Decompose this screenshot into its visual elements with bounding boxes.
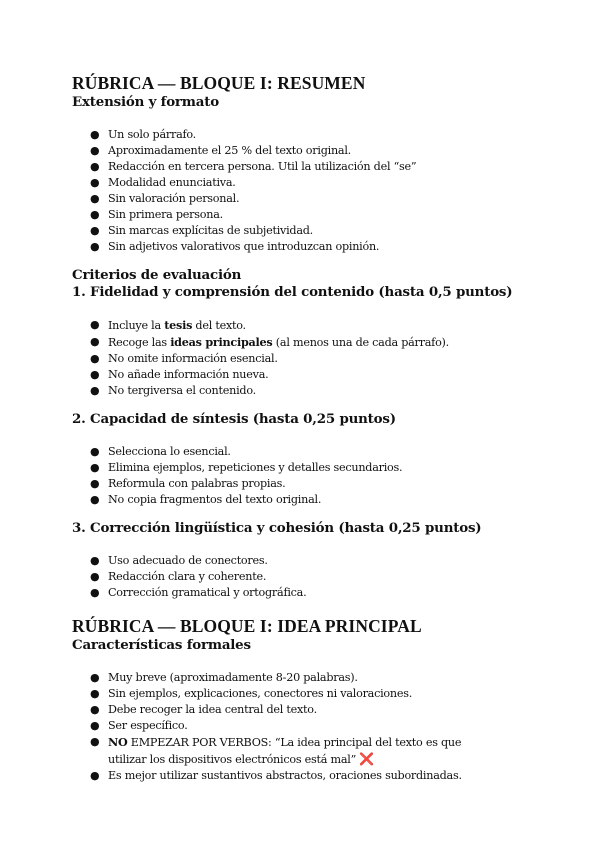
list-item: ● Ser específico. bbox=[90, 719, 188, 732]
bullet-icon: ● bbox=[90, 192, 100, 205]
bullet-icon: ● bbox=[90, 493, 100, 506]
bullet-icon: ● bbox=[90, 160, 100, 173]
bullet-icon: ● bbox=[90, 477, 100, 490]
list-item: ● NO EMPEZAR POR VERBOS: “La idea principal del texto es que utilizar los dispositivos electrónicos está mal” ❌ bbox=[90, 735, 462, 766]
list-item: ● Incluye la tesis del texto. bbox=[90, 318, 246, 332]
bullet-icon: ● bbox=[90, 703, 100, 716]
list-item: ● Uso adecuado de conectores. bbox=[90, 554, 268, 567]
list-item: ● Reformula con palabras propias. bbox=[90, 477, 286, 490]
list-criterion-2 bbox=[72, 444, 542, 508]
bullet-icon: ● bbox=[90, 570, 100, 583]
bullet-icon: ● bbox=[90, 554, 100, 567]
list-criterion-1 bbox=[72, 317, 542, 399]
list-item: ● Selecciona lo esencial. bbox=[90, 445, 231, 458]
list-item: ● Un solo párrafo. bbox=[90, 128, 196, 141]
list-item: ● Recoge las ideas principales (al menos una de cada párrafo). bbox=[90, 335, 449, 349]
bullet-icon: ● bbox=[90, 128, 100, 141]
list-item: ● No copia fragmentos del texto original. bbox=[90, 493, 322, 506]
bullet-icon: ● bbox=[90, 368, 100, 381]
criterion-3-heading: 3. Corrección lingüística y cohesión (hasta 0,25 puntos) bbox=[72, 520, 482, 536]
bullet-icon: ● bbox=[90, 352, 100, 365]
list-item: ● No omite información esencial. bbox=[90, 352, 278, 365]
bullet-icon: ● bbox=[90, 335, 100, 348]
list-item: ● Sin marcas explícitas de subjetividad. bbox=[90, 224, 313, 237]
list-item: ● Es mejor utilizar sustantivos abstractos, oraciones subordinadas. bbox=[90, 769, 462, 782]
bullet-icon: ● bbox=[90, 240, 100, 253]
list-item: ● Modalidad enunciativa. bbox=[90, 176, 236, 189]
bullet-icon: ● bbox=[90, 586, 100, 599]
bullet-icon: ● bbox=[90, 176, 100, 189]
list-item: ● No añade información nueva. bbox=[90, 368, 269, 381]
section-title-idea-principal: RÚBRICA — BLOQUE I: IDEA PRINCIPAL bbox=[72, 616, 422, 636]
bullet-icon: ● bbox=[90, 461, 100, 474]
list-item: ● Muy breve (aproximadamente 8-20 palabras). bbox=[90, 671, 358, 684]
document-content bbox=[72, 72, 542, 784]
list-item: ● Redacción en tercera persona. Util la utilización del “se” bbox=[90, 160, 417, 173]
list-item: ● Sin primera persona. bbox=[90, 208, 223, 221]
list-item: ● Aproximadamente el 25 % del texto original. bbox=[90, 144, 351, 157]
section-title-resumen: RÚBRICA — BLOQUE I: RESUMEN bbox=[72, 73, 366, 93]
criteria-heading: Criterios de evaluación bbox=[72, 267, 242, 283]
bullet-icon: ● bbox=[90, 769, 100, 782]
criterion-1-heading: 1. Fidelidad y comprensión del contenido (hasta 0,5 puntos) bbox=[72, 284, 513, 300]
cross-mark-icon: ❌ bbox=[359, 752, 375, 766]
list-item: ● Corrección gramatical y ortográfica. bbox=[90, 586, 307, 599]
bullet-icon: ● bbox=[90, 445, 100, 458]
bullet-icon: ● bbox=[90, 144, 100, 157]
list-item: ● Elimina ejemplos, repeticiones y detalles secundarios. bbox=[90, 461, 403, 474]
subtitle-caracteristicas-formales: Características formales bbox=[72, 637, 251, 653]
list-item: ● Sin ejemplos, explicaciones, conectores ni valoraciones. bbox=[90, 687, 413, 700]
bullet-icon: ● bbox=[90, 735, 100, 748]
bullet-icon: ● bbox=[90, 318, 100, 331]
bullet-icon: ● bbox=[90, 208, 100, 221]
list-item: ● Sin adjetivos valorativos que introduzcan opinión. bbox=[90, 240, 380, 253]
bullet-icon: ● bbox=[90, 384, 100, 397]
list-item: ● Redacción clara y coherente. bbox=[90, 570, 267, 583]
bullet-icon: ● bbox=[90, 719, 100, 732]
list-item: ● Sin valoración personal. bbox=[90, 192, 240, 205]
list-caracteristicas-formales bbox=[72, 670, 542, 784]
list-item: ● Debe recoger la idea central del texto. bbox=[90, 703, 317, 716]
subtitle-extension-formato: Extensión y formato bbox=[72, 94, 219, 110]
bullet-icon: ● bbox=[90, 687, 100, 700]
criterion-2-heading: 2. Capacidad de síntesis (hasta 0,25 puntos) bbox=[72, 411, 396, 427]
bullet-icon: ● bbox=[90, 671, 100, 684]
bullet-icon: ● bbox=[90, 224, 100, 237]
list-item: ● No tergiversa el contenido. bbox=[90, 384, 256, 397]
list-criterion-3 bbox=[72, 553, 542, 601]
list-extension-formato bbox=[72, 127, 542, 255]
